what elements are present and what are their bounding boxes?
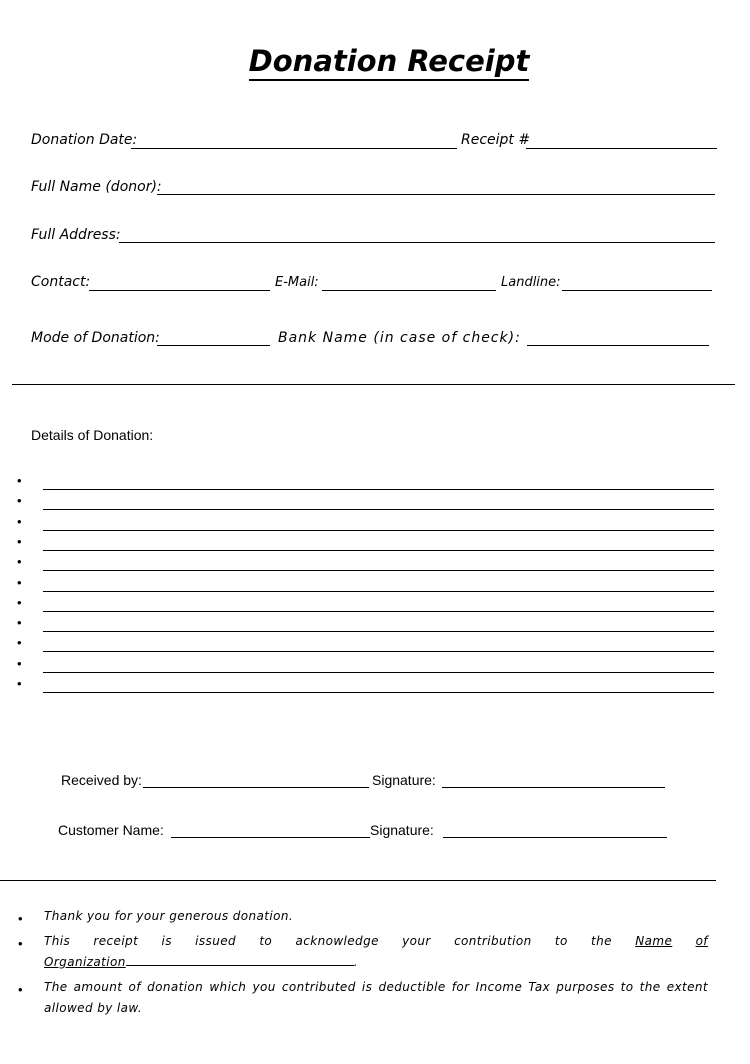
bank-name-field[interactable] <box>527 345 709 346</box>
receipt-number-label: Receipt # <box>461 132 531 148</box>
detail-bullet: • <box>17 533 22 549</box>
received-by-field[interactable] <box>143 787 369 788</box>
detail-line[interactable] <box>43 631 714 632</box>
detail-bullet: • <box>17 473 22 488</box>
note-word: contribution <box>454 934 532 948</box>
receipt-number-field[interactable] <box>526 148 717 149</box>
detail-line[interactable] <box>43 489 714 490</box>
note-word: your <box>402 934 431 948</box>
signature-field-2[interactable] <box>443 837 667 838</box>
full-name-label: Full Name (donor): <box>31 179 162 195</box>
footer-divider <box>0 880 716 881</box>
signature-field-1[interactable] <box>442 787 665 788</box>
note-acknowledgement-line-2 <box>44 952 708 973</box>
email-label: E-Mail: <box>275 275 319 290</box>
donation-date-label: Donation Date: <box>31 132 138 148</box>
detail-bullet: • <box>17 615 22 631</box>
note-bullet: • <box>18 982 23 997</box>
note-word: the <box>591 934 612 948</box>
page-title-text: Donation Receipt <box>249 44 530 81</box>
detail-line[interactable] <box>43 530 714 531</box>
note-word: issued <box>195 934 237 948</box>
detail-line[interactable] <box>43 672 714 673</box>
received-by-label: Received by: <box>61 772 142 788</box>
detail-bullet: • <box>17 554 22 570</box>
detail-bullet: • <box>17 574 22 590</box>
detail-bullet: • <box>17 635 22 651</box>
section-divider <box>12 384 735 385</box>
detail-line[interactable] <box>43 550 714 551</box>
mode-of-donation-label: Mode of Donation: <box>31 330 160 346</box>
note-tax-deductible: The amount of donation which you contributed is deductible for Income Tax purposes to the extent allowed by law. <box>44 980 708 1015</box>
full-name-field[interactable] <box>157 194 715 195</box>
note-word: acknowledge <box>295 934 379 948</box>
page-title <box>0 44 750 78</box>
note-period: . <box>353 955 358 969</box>
note-word: receipt <box>93 934 139 948</box>
mode-of-donation-field[interactable] <box>157 345 270 346</box>
full-address-field[interactable] <box>119 242 715 243</box>
contact-label: Contact: <box>31 274 91 290</box>
detail-line[interactable] <box>43 509 714 510</box>
note-thank-you: Thank you for your generous donation. <box>44 909 294 923</box>
organization-name-part-1: Name <box>635 934 673 948</box>
donation-date-field[interactable] <box>131 148 457 149</box>
landline-label: Landline: <box>501 275 561 290</box>
detail-bullet: • <box>17 493 22 509</box>
customer-name-label: Customer Name: <box>58 822 164 838</box>
detail-line[interactable] <box>43 611 714 612</box>
detail-bullet: • <box>17 676 22 691</box>
detail-line[interactable] <box>43 692 714 693</box>
detail-line[interactable] <box>43 591 714 592</box>
customer-name-field[interactable] <box>171 837 370 838</box>
detail-bullet: • <box>17 513 22 529</box>
full-address-label: Full Address: <box>31 227 121 243</box>
note-acknowledgement <box>44 931 708 973</box>
contact-field[interactable] <box>89 290 270 291</box>
details-heading: Details of Donation: <box>31 427 154 443</box>
note-word: to <box>554 934 568 948</box>
landline-field[interactable] <box>562 290 712 291</box>
note-bullet: • <box>18 911 23 926</box>
detail-bullet: • <box>17 655 22 671</box>
email-field[interactable] <box>322 290 496 291</box>
detail-bullet: • <box>17 594 22 610</box>
organization-name-part-2: of <box>695 934 708 948</box>
note-bullet: • <box>18 936 23 951</box>
detail-line[interactable] <box>43 651 714 652</box>
signature-label-1: Signature: <box>372 772 436 788</box>
organization-name-part-3: Organization <box>44 955 126 969</box>
organization-name-blank[interactable] <box>126 952 354 966</box>
note-word: This <box>44 934 71 948</box>
signature-label-2: Signature: <box>370 822 434 838</box>
note-acknowledgement-line-1 <box>44 931 708 952</box>
detail-line[interactable] <box>43 570 714 571</box>
bank-name-label: Bank Name (in case of check): <box>278 330 521 346</box>
note-word: to <box>259 934 273 948</box>
note-word: is <box>161 934 172 948</box>
